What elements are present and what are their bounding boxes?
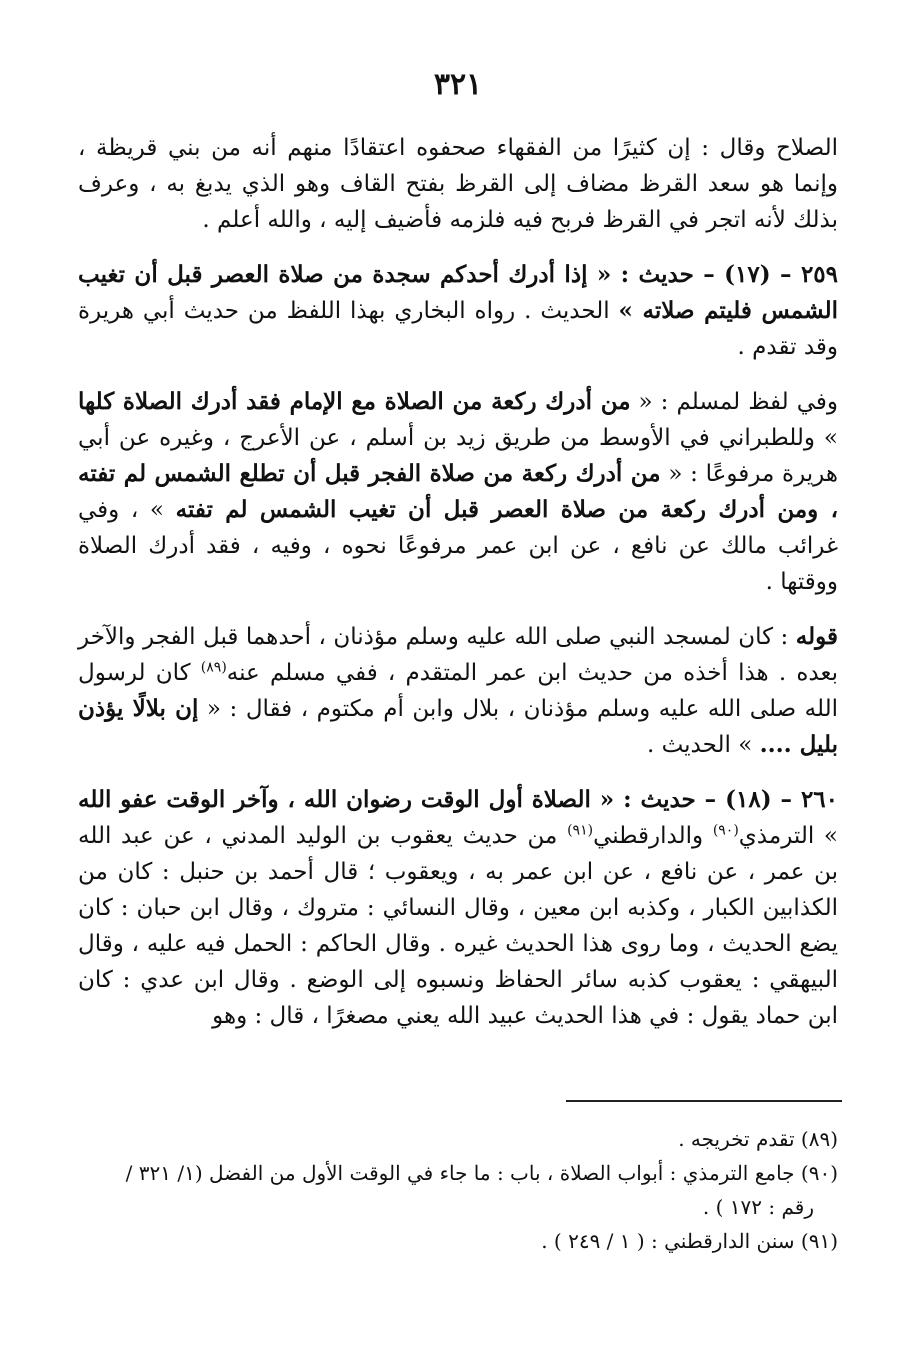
hadith-260-text: » الترمذي	[738, 823, 838, 849]
muslim-quote: من أدرك ركعة من الصلاة مع الإمام فقد أدرك الصلاة كلها	[78, 388, 631, 415]
gharaib-malik-text: » ، وفي غرائب مالك عن نافع ، عن ابن عمر مرفوعًا نحوه ، وفيه ، فقد أدرك الصلاة ووقتها .	[78, 497, 838, 595]
qawluhu-end: » الحديث .	[646, 732, 760, 758]
hadith-259-text: الحديث . رواه البخاري بهذا اللفظ من حديث أبي هريرة وقد تقدم .	[78, 298, 838, 360]
footnote-90-continued: رقم : ١٧٢ ) .	[702, 1195, 814, 1219]
hadith-260-text-3: من حديث يعقوب بن الوليد المدني ، عن عبد الله بن عمر ، عن نافع ، عن ابن عمر به ، ويعقوب ؛ قال أحمد بن حنبل : كان من الكذابين الكبار ، وكذبه ابن معين ، وقال النسائي : متروك ، وقال ابن حبان : كان يضع الحديث ، وما روى هذا الحديث غيره . وقال الحاكم : الحمل فيه عليه ، وقال البيهقي : يعقوب كذبه سائر الحفاظ ونسبوه إلى الوضع . وقال ابن عدي : كان ابن حماد يقول : في هذا الحديث عبيد الله يعني مصغرًا ، قال : وهو	[78, 823, 838, 1029]
tabarani-quote: من أدرك ركعة من صلاة الفجر قبل أن تطلع الشمس لم تفته ، ومن أدرك ركعة من صلاة العصر قبل أن تغيب الشمس لم تفته	[78, 460, 839, 523]
muslim-intro: وفي لفظ لمسلم : «	[630, 389, 838, 415]
qawluhu-label: قوله	[795, 623, 838, 650]
footnote-ref-90: (٩٠)	[712, 822, 739, 839]
tabarani-intro: » وللطبراني في الأوسط من طريق زيد بن أسلم ، عن الأعرج ، وغيره عن أبي هريرة مرفوعًا : «	[78, 425, 838, 487]
footnote-ref-89: (٨٩)	[200, 659, 227, 676]
qawluhu-text: : كان لمسجد النبي صلى الله عليه وسلم مؤذنان ، أحدهما قبل الفجر والآخر بعده . هذا أخذه من حديث ابن عمر المتقدم ، ففي مسلم عنه	[78, 624, 838, 686]
paragraph-hadith-259	[78, 257, 838, 365]
paragraph-intro: الصلاح وقال : إن كثيرًا من الفقهاء صحفوه اعتقادًا منهم أنه من بني قريظة ، وإنما هو سعد القرظ مضاف إلى القرظ بفتح القاف وهو الذي يدبغ به ، وعرف بذلك لأنه اتجر في القرظ فربح فيه فلزمه فأضيف إليه ، والله أعلم .	[78, 135, 838, 233]
hadith-259-heading: ٢٥٩ – (١٧) – حديث : « إذا أدرك أحدكم سجدة من صلاة العصر قبل أن تغيب الشمس فليتم صلاته »	[78, 261, 839, 324]
footnote-90: (٩٠) جامع الترمذي : أبواب الصلاة ، باب : ما جاء في الوقت الأول من الفضل (١/ ٣٢١ /	[125, 1161, 838, 1185]
bilal-quote: إن بلالًا يؤذن بليل ....	[78, 695, 838, 758]
qawluhu-text-2: كان لرسول الله صلى الله عليه وسلم مؤذنان ، بلال وابن أم مكتوم ، فقال : «	[78, 660, 838, 722]
page-body	[78, 60, 838, 1053]
footnote-ref-91: (٩١)	[567, 822, 594, 839]
hadith-260-text-2: والدارقطني	[593, 823, 713, 849]
page-number: ٣٢١	[433, 67, 483, 102]
paragraph-qawluhu	[78, 619, 838, 763]
paragraph-muslim-wording	[78, 384, 838, 600]
hadith-260-heading: ٢٦٠ – (١٨) – حديث : « الصلاة أول الوقت رضوان الله ، وآخر الوقت عفو الله	[78, 786, 838, 813]
paragraph-hadith-260	[78, 782, 838, 1034]
footnotes	[78, 1122, 838, 1258]
footnote-divider	[566, 1100, 842, 1102]
footnote-91: (٩١) سنن الدارقطني : ( ١ / ٢٤٩ ) .	[541, 1229, 838, 1253]
footnote-89: (٨٩) تقدم تخريجه .	[678, 1127, 838, 1151]
